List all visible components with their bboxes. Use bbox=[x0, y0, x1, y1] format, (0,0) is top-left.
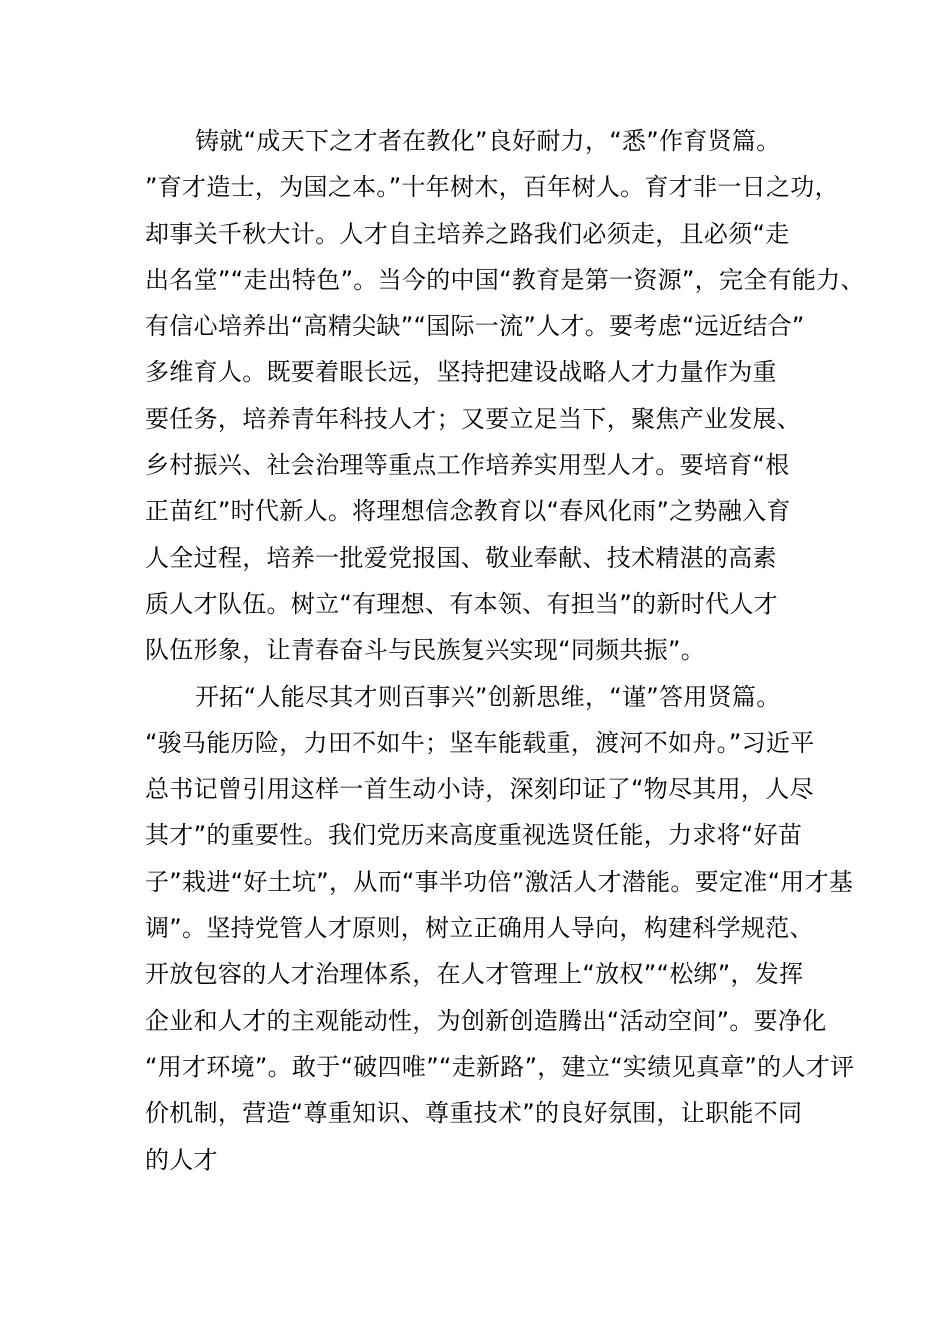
body-text bbox=[145, 118, 865, 1183]
text-line: 总书记曾引用这样一首生动小诗，深刻印证了“物尽其用，人尽 bbox=[145, 775, 814, 804]
text-line: 多维育人。既要着眼长远，坚持把建设战略人才力量作为重 bbox=[145, 358, 777, 387]
text-line: “骏马能历险，力田不如牛；坚车能载重，渡河不如舟。”习近平 bbox=[145, 728, 815, 757]
paragraph-2 bbox=[145, 674, 855, 1183]
text-line: 调”。坚持党管人才原则，树立正确用人导向，构建科学规范、 bbox=[145, 914, 814, 943]
text-line: 铸就“成天下之才者在教化”良好耐力，“悉”作育贤篇。 bbox=[195, 127, 781, 155]
text-line: 要任务，培养青年科技人才；又要立足当下，聚焦产业发展、 bbox=[145, 404, 802, 433]
text-line: 队伍形象，让青春奋斗与民族复兴实现“同频共振”。 bbox=[145, 636, 706, 665]
text-line: 价机制，营造“尊重知识、尊重技术”的良好氛围，让职能不同 bbox=[145, 1099, 803, 1128]
text-line: 开拓“人能尽其才则百事兴”创新思维，“谨”答用贤篇。 bbox=[195, 682, 781, 711]
text-line: 其才”的重要性。我们党历来高度重视选贤任能，力求将“好苗 bbox=[145, 821, 803, 850]
text-line: 有信心培养出“高精尖缺”“国际一流”人才。要考虑“远近结合” bbox=[145, 312, 805, 341]
text-line: 却事关千秋大计。人才自主培养之路我们必须走，且必须“走 bbox=[145, 219, 790, 248]
text-line: 子”栽进“好土坑”，从而“事半功倍”激活人才潜能。要定准“用才基 bbox=[145, 867, 854, 896]
text-line: 人全过程，培养一批爱党报国、敬业奉献、技术精湛的高素 bbox=[145, 543, 777, 572]
text-line: 质人才队伍。树立“有理想、有本领、有担当”的新时代人才 bbox=[145, 589, 778, 618]
text-line: 正苗红”时代新人。将理想信念教育以“春风化雨”之势融入育 bbox=[145, 497, 791, 526]
text-line: “用才环境”。敢于“破四唯”“走新路”，建立“实绩见真章”的人才评 bbox=[145, 1052, 855, 1081]
text-line: ”育才造士，为国之本。”十年树木，百年树人。育才非一日之功， bbox=[145, 173, 839, 202]
paragraph-1 bbox=[145, 118, 865, 674]
text-line: 乡村振兴、社会治理等重点工作培养实用型人才。要培育“根 bbox=[145, 451, 790, 480]
text-line: 的人才 bbox=[145, 1145, 218, 1174]
text-line: 出名堂”“走出特色”。当今的中国“教育是第一资源”，完全有能力、 bbox=[145, 265, 865, 294]
text-line: 企业和人才的主观能动性，为创新创造腾出“活动空间”。要净化 bbox=[145, 1006, 827, 1035]
text-line: 开放包容的人才治理体系，在人才管理上“放权”“松绑”，发挥 bbox=[145, 960, 804, 989]
